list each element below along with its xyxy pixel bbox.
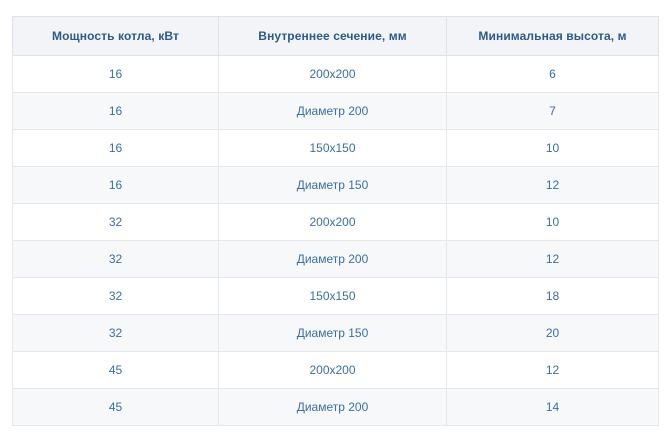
cell-height: 10 — [447, 130, 659, 167]
cell-section: 150х150 — [219, 278, 447, 315]
cell-section: Диаметр 200 — [219, 241, 447, 278]
table-header-row — [13, 17, 659, 56]
table-row — [13, 389, 659, 426]
cell-power: 32 — [13, 241, 219, 278]
table-row — [13, 241, 659, 278]
cell-power: 45 — [13, 352, 219, 389]
cell-height: 12 — [447, 241, 659, 278]
cell-section: Диаметр 200 — [219, 93, 447, 130]
cell-section: 150х150 — [219, 130, 447, 167]
cell-power: 32 — [13, 315, 219, 352]
cell-height: 20 — [447, 315, 659, 352]
boiler-chimney-spec-table — [12, 16, 659, 426]
cell-height: 7 — [447, 93, 659, 130]
cell-power: 45 — [13, 389, 219, 426]
cell-height: 12 — [447, 167, 659, 204]
cell-power: 32 — [13, 204, 219, 241]
table-row — [13, 204, 659, 241]
cell-height: 14 — [447, 389, 659, 426]
table-row — [13, 56, 659, 93]
cell-power: 16 — [13, 56, 219, 93]
cell-power: 16 — [13, 93, 219, 130]
column-header-height: Минимальная высота, м — [447, 17, 659, 56]
cell-power: 16 — [13, 130, 219, 167]
table-row — [13, 93, 659, 130]
table-row — [13, 315, 659, 352]
table-row — [13, 278, 659, 315]
cell-height: 6 — [447, 56, 659, 93]
cell-section: Диаметр 150 — [219, 315, 447, 352]
table-header — [13, 17, 659, 56]
cell-section: 200х200 — [219, 352, 447, 389]
cell-section: Диаметр 150 — [219, 167, 447, 204]
table-body — [13, 56, 659, 426]
cell-section: Диаметр 200 — [219, 389, 447, 426]
column-header-power: Мощность котла, кВт — [13, 17, 219, 56]
table-row — [13, 167, 659, 204]
cell-power: 16 — [13, 167, 219, 204]
cell-height: 12 — [447, 352, 659, 389]
cell-height: 10 — [447, 204, 659, 241]
cell-section: 200х200 — [219, 56, 447, 93]
cell-power: 32 — [13, 278, 219, 315]
cell-height: 18 — [447, 278, 659, 315]
column-header-section: Внутреннее сечение, мм — [219, 17, 447, 56]
table-row — [13, 352, 659, 389]
cell-section: 200х200 — [219, 204, 447, 241]
table-row — [13, 130, 659, 167]
